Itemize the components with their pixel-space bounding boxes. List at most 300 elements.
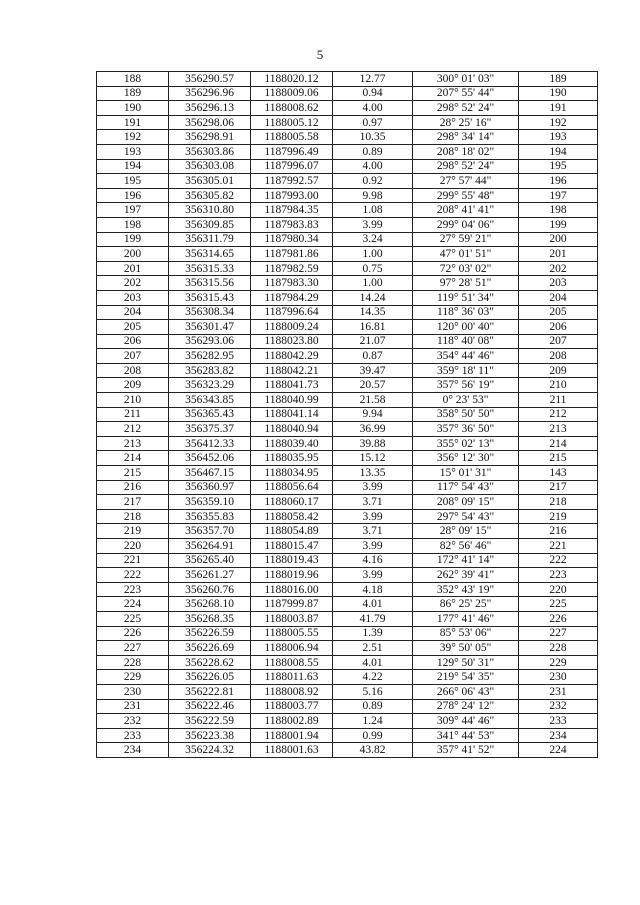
- distance-cell: 14.35: [333, 305, 413, 320]
- point-cell: 196: [97, 188, 169, 203]
- distance-cell: 39.47: [333, 363, 413, 378]
- easting-cell: 356357.70: [169, 524, 251, 539]
- distance-cell: 3.24: [333, 232, 413, 247]
- easting-cell: 356375.37: [169, 422, 251, 437]
- easting-cell: 356226.59: [169, 626, 251, 641]
- point-cell: 215: [97, 466, 169, 481]
- northing-cell: 1187993.00: [251, 188, 333, 203]
- bearing-cell: 354° 44' 46": [413, 349, 519, 364]
- bearing-cell: 219° 54' 35": [413, 670, 519, 685]
- bearing-cell: 300° 01' 03": [413, 72, 519, 87]
- next-point-cell: 198: [519, 203, 598, 218]
- distance-cell: 3.99: [333, 217, 413, 232]
- distance-cell: 9.98: [333, 188, 413, 203]
- table-row: [97, 188, 598, 203]
- table-row: [97, 349, 598, 364]
- distance-cell: 16.81: [333, 320, 413, 335]
- point-cell: 220: [97, 539, 169, 554]
- bearing-cell: 15° 01' 31": [413, 466, 519, 481]
- easting-cell: 356315.56: [169, 276, 251, 291]
- distance-cell: 0.94: [333, 86, 413, 101]
- table-row: [97, 495, 598, 510]
- point-cell: 217: [97, 495, 169, 510]
- point-cell: 207: [97, 349, 169, 364]
- distance-cell: 4.01: [333, 655, 413, 670]
- northing-cell: 1187983.83: [251, 217, 333, 232]
- distance-cell: 1.00: [333, 247, 413, 262]
- bearing-cell: 27° 59' 21": [413, 232, 519, 247]
- table-row: [97, 699, 598, 714]
- next-point-cell: 190: [519, 86, 598, 101]
- bearing-cell: 309° 44' 46": [413, 714, 519, 729]
- next-point-cell: 195: [519, 159, 598, 174]
- easting-cell: 356224.32: [169, 743, 251, 758]
- easting-cell: 356315.43: [169, 290, 251, 305]
- easting-cell: 356282.95: [169, 349, 251, 364]
- point-cell: 222: [97, 568, 169, 583]
- easting-cell: 356265.40: [169, 553, 251, 568]
- next-point-cell: 225: [519, 597, 598, 612]
- easting-cell: 356290.57: [169, 72, 251, 87]
- easting-cell: 356298.06: [169, 115, 251, 130]
- northing-cell: 1187996.64: [251, 305, 333, 320]
- table-row: [97, 261, 598, 276]
- point-cell: 223: [97, 582, 169, 597]
- distance-cell: 0.92: [333, 174, 413, 189]
- easting-cell: 356355.83: [169, 509, 251, 524]
- point-cell: 188: [97, 72, 169, 87]
- next-point-cell: 192: [519, 115, 598, 130]
- easting-cell: 356226.05: [169, 670, 251, 685]
- table-row: [97, 641, 598, 656]
- next-point-cell: 227: [519, 626, 598, 641]
- point-cell: 213: [97, 436, 169, 451]
- next-point-cell: 210: [519, 378, 598, 393]
- distance-cell: 12.77: [333, 72, 413, 87]
- distance-cell: 4.22: [333, 670, 413, 685]
- northing-cell: 1188042.29: [251, 349, 333, 364]
- point-cell: 234: [97, 743, 169, 758]
- northing-cell: 1187984.29: [251, 290, 333, 305]
- bearing-cell: 129° 50' 31": [413, 655, 519, 670]
- next-point-cell: 220: [519, 582, 598, 597]
- bearing-cell: 27° 57' 44": [413, 174, 519, 189]
- point-cell: 219: [97, 524, 169, 539]
- point-cell: 228: [97, 655, 169, 670]
- easting-cell: 356310.80: [169, 203, 251, 218]
- northing-cell: 1188003.77: [251, 699, 333, 714]
- table-row: [97, 553, 598, 568]
- easting-cell: 356308.34: [169, 305, 251, 320]
- easting-cell: 356226.69: [169, 641, 251, 656]
- next-point-cell: 203: [519, 276, 598, 291]
- next-point-cell: 207: [519, 334, 598, 349]
- table-row: [97, 728, 598, 743]
- next-point-cell: 230: [519, 670, 598, 685]
- table-row: [97, 626, 598, 641]
- distance-cell: 4.00: [333, 101, 413, 116]
- distance-cell: 0.97: [333, 115, 413, 130]
- northing-cell: 1188006.94: [251, 641, 333, 656]
- point-cell: 218: [97, 509, 169, 524]
- bearing-cell: 47° 01' 51": [413, 247, 519, 262]
- next-point-cell: 209: [519, 363, 598, 378]
- easting-cell: 356323.29: [169, 378, 251, 393]
- northing-cell: 1188008.92: [251, 684, 333, 699]
- northing-cell: 1188034.95: [251, 466, 333, 481]
- easting-cell: 356303.86: [169, 144, 251, 159]
- point-cell: 198: [97, 217, 169, 232]
- bearing-cell: 359° 18' 11": [413, 363, 519, 378]
- northing-cell: 1188015.47: [251, 539, 333, 554]
- table-row: [97, 611, 598, 626]
- bearing-cell: 119° 51' 34": [413, 290, 519, 305]
- next-point-cell: 204: [519, 290, 598, 305]
- table-row: [97, 144, 598, 159]
- northing-cell: 1188001.63: [251, 743, 333, 758]
- distance-cell: 4.18: [333, 582, 413, 597]
- easting-cell: 356365.43: [169, 407, 251, 422]
- northing-cell: 1188016.00: [251, 582, 333, 597]
- next-point-cell: 226: [519, 611, 598, 626]
- easting-cell: 356452.06: [169, 451, 251, 466]
- table-row: [97, 670, 598, 685]
- distance-cell: 3.71: [333, 524, 413, 539]
- distance-cell: 20.57: [333, 378, 413, 393]
- bearing-cell: 85° 53' 06": [413, 626, 519, 641]
- northing-cell: 1187982.59: [251, 261, 333, 276]
- bearing-cell: 297° 54' 43": [413, 509, 519, 524]
- northing-cell: 1188019.43: [251, 553, 333, 568]
- bearing-cell: 97° 28' 51": [413, 276, 519, 291]
- point-cell: 229: [97, 670, 169, 685]
- point-cell: 206: [97, 334, 169, 349]
- point-cell: 194: [97, 159, 169, 174]
- bearing-cell: 278° 24' 12": [413, 699, 519, 714]
- point-cell: 233: [97, 728, 169, 743]
- bearing-cell: 357° 41' 52": [413, 743, 519, 758]
- northing-cell: 1188041.14: [251, 407, 333, 422]
- point-cell: 210: [97, 393, 169, 408]
- point-cell: 221: [97, 553, 169, 568]
- distance-cell: 21.07: [333, 334, 413, 349]
- point-cell: 208: [97, 363, 169, 378]
- bearing-cell: 356° 12' 30": [413, 451, 519, 466]
- point-cell: 191: [97, 115, 169, 130]
- table-row: [97, 422, 598, 437]
- bearing-cell: 39° 50' 05": [413, 641, 519, 656]
- next-point-cell: 215: [519, 451, 598, 466]
- easting-cell: 356309.85: [169, 217, 251, 232]
- table-row: [97, 684, 598, 699]
- table-row: [97, 539, 598, 554]
- bearing-cell: 298° 34' 14": [413, 130, 519, 145]
- bearing-cell: 299° 55' 48": [413, 188, 519, 203]
- bearing-cell: 357° 36' 50": [413, 422, 519, 437]
- easting-cell: 356301.47: [169, 320, 251, 335]
- distance-cell: 4.00: [333, 159, 413, 174]
- easting-cell: 356222.59: [169, 714, 251, 729]
- next-point-cell: 224: [519, 743, 598, 758]
- bearing-cell: 28° 25' 16": [413, 115, 519, 130]
- next-point-cell: 229: [519, 655, 598, 670]
- table-row: [97, 72, 598, 87]
- next-point-cell: 223: [519, 568, 598, 583]
- northing-cell: 1188008.55: [251, 655, 333, 670]
- point-cell: 202: [97, 276, 169, 291]
- table-body: [97, 72, 598, 758]
- next-point-cell: 218: [519, 495, 598, 510]
- northing-cell: 1187980.34: [251, 232, 333, 247]
- distance-cell: 41.79: [333, 611, 413, 626]
- northing-cell: 1188056.64: [251, 480, 333, 495]
- northing-cell: 1188019.96: [251, 568, 333, 583]
- next-point-cell: 208: [519, 349, 598, 364]
- easting-cell: 356311.79: [169, 232, 251, 247]
- easting-cell: 356268.10: [169, 597, 251, 612]
- northing-cell: 1188039.40: [251, 436, 333, 451]
- next-point-cell: 202: [519, 261, 598, 276]
- distance-cell: 0.99: [333, 728, 413, 743]
- distance-cell: 43.82: [333, 743, 413, 758]
- distance-cell: 3.99: [333, 568, 413, 583]
- table-row: [97, 568, 598, 583]
- next-point-cell: 222: [519, 553, 598, 568]
- distance-cell: 9.94: [333, 407, 413, 422]
- northing-cell: 1187981.86: [251, 247, 333, 262]
- distance-cell: 5.16: [333, 684, 413, 699]
- next-point-cell: 221: [519, 539, 598, 554]
- next-point-cell: 216: [519, 524, 598, 539]
- distance-cell: 14.24: [333, 290, 413, 305]
- bearing-cell: 208° 41' 41": [413, 203, 519, 218]
- distance-cell: 0.87: [333, 349, 413, 364]
- distance-cell: 2.51: [333, 641, 413, 656]
- table-row: [97, 509, 598, 524]
- table-row: [97, 597, 598, 612]
- northing-cell: 1188008.62: [251, 101, 333, 116]
- easting-cell: 356223.38: [169, 728, 251, 743]
- bearing-cell: 208° 18' 02": [413, 144, 519, 159]
- table-row: [97, 115, 598, 130]
- point-cell: 231: [97, 699, 169, 714]
- point-cell: 205: [97, 320, 169, 335]
- northing-cell: 1187996.07: [251, 159, 333, 174]
- northing-cell: 1188035.95: [251, 451, 333, 466]
- distance-cell: 0.75: [333, 261, 413, 276]
- bearing-cell: 118° 36' 03": [413, 305, 519, 320]
- bearing-cell: 118° 40' 08": [413, 334, 519, 349]
- easting-cell: 356360.97: [169, 480, 251, 495]
- next-point-cell: 228: [519, 641, 598, 656]
- table-row: [97, 290, 598, 305]
- bearing-cell: 177° 41' 46": [413, 611, 519, 626]
- table-row: [97, 451, 598, 466]
- next-point-cell: 219: [519, 509, 598, 524]
- table-row: [97, 743, 598, 758]
- distance-cell: 3.99: [333, 509, 413, 524]
- easting-cell: 356222.81: [169, 684, 251, 699]
- next-point-cell: 193: [519, 130, 598, 145]
- northing-cell: 1188011.63: [251, 670, 333, 685]
- bearing-cell: 117° 54' 43": [413, 480, 519, 495]
- next-point-cell: 143: [519, 466, 598, 481]
- point-cell: 209: [97, 378, 169, 393]
- distance-cell: 1.39: [333, 626, 413, 641]
- northing-cell: 1187984.35: [251, 203, 333, 218]
- page-number: 5: [316, 47, 324, 62]
- point-cell: 199: [97, 232, 169, 247]
- table-row: [97, 305, 598, 320]
- table-row: [97, 363, 598, 378]
- easting-cell: 356268.35: [169, 611, 251, 626]
- easting-cell: 356298.91: [169, 130, 251, 145]
- bearing-cell: 358° 50' 50": [413, 407, 519, 422]
- next-point-cell: 196: [519, 174, 598, 189]
- point-cell: 216: [97, 480, 169, 495]
- next-point-cell: 211: [519, 393, 598, 408]
- table-row: [97, 130, 598, 145]
- next-point-cell: 197: [519, 188, 598, 203]
- bearing-cell: 0° 23' 53": [413, 393, 519, 408]
- point-cell: 230: [97, 684, 169, 699]
- distance-cell: 4.01: [333, 597, 413, 612]
- next-point-cell: 217: [519, 480, 598, 495]
- point-cell: 193: [97, 144, 169, 159]
- next-point-cell: 231: [519, 684, 598, 699]
- point-cell: 190: [97, 101, 169, 116]
- table-row: [97, 276, 598, 291]
- easting-cell: 356283.82: [169, 363, 251, 378]
- northing-cell: 1188001.94: [251, 728, 333, 743]
- point-cell: 197: [97, 203, 169, 218]
- northing-cell: 1188009.06: [251, 86, 333, 101]
- table-row: [97, 480, 598, 495]
- northing-cell: 1187999.87: [251, 597, 333, 612]
- distance-cell: 3.99: [333, 539, 413, 554]
- northing-cell: 1188003.87: [251, 611, 333, 626]
- distance-cell: 21.58: [333, 393, 413, 408]
- easting-cell: 356303.08: [169, 159, 251, 174]
- point-cell: 200: [97, 247, 169, 262]
- northing-cell: 1188054.89: [251, 524, 333, 539]
- northing-cell: 1187996.49: [251, 144, 333, 159]
- bearing-cell: 72° 03' 02": [413, 261, 519, 276]
- distance-cell: 36.99: [333, 422, 413, 437]
- northing-cell: 1188020.12: [251, 72, 333, 87]
- bearing-cell: 352° 43' 19": [413, 582, 519, 597]
- northing-cell: 1188005.55: [251, 626, 333, 641]
- point-cell: 224: [97, 597, 169, 612]
- next-point-cell: 233: [519, 714, 598, 729]
- table-row: [97, 714, 598, 729]
- northing-cell: 1188009.24: [251, 320, 333, 335]
- northing-cell: 1188058.42: [251, 509, 333, 524]
- table-row: [97, 524, 598, 539]
- bearing-cell: 266° 06' 43": [413, 684, 519, 699]
- bearing-cell: 120° 00' 40": [413, 320, 519, 335]
- distance-cell: 4.16: [333, 553, 413, 568]
- table-row: [97, 217, 598, 232]
- next-point-cell: 191: [519, 101, 598, 116]
- easting-cell: 356228.62: [169, 655, 251, 670]
- next-point-cell: 200: [519, 232, 598, 247]
- distance-cell: 3.99: [333, 480, 413, 495]
- bearing-cell: 262° 39' 41": [413, 568, 519, 583]
- table-row: [97, 436, 598, 451]
- table-row: [97, 159, 598, 174]
- distance-cell: 13.35: [333, 466, 413, 481]
- easting-cell: 356315.33: [169, 261, 251, 276]
- easting-cell: 356296.13: [169, 101, 251, 116]
- table-row: [97, 378, 598, 393]
- point-cell: 204: [97, 305, 169, 320]
- distance-cell: 1.24: [333, 714, 413, 729]
- point-cell: 203: [97, 290, 169, 305]
- table-row: [97, 466, 598, 481]
- distance-cell: 0.89: [333, 144, 413, 159]
- northing-cell: 1188040.99: [251, 393, 333, 408]
- distance-cell: 10.35: [333, 130, 413, 145]
- distance-cell: 1.00: [333, 276, 413, 291]
- bearing-cell: 298° 52' 24": [413, 159, 519, 174]
- next-point-cell: 232: [519, 699, 598, 714]
- bearing-cell: 299° 04' 06": [413, 217, 519, 232]
- northing-cell: 1188042.21: [251, 363, 333, 378]
- next-point-cell: 205: [519, 305, 598, 320]
- point-cell: 227: [97, 641, 169, 656]
- northing-cell: 1188023.80: [251, 334, 333, 349]
- table-row: [97, 582, 598, 597]
- northing-cell: 1188060.17: [251, 495, 333, 510]
- next-point-cell: 201: [519, 247, 598, 262]
- distance-cell: 15.12: [333, 451, 413, 466]
- table-row: [97, 247, 598, 262]
- next-point-cell: 199: [519, 217, 598, 232]
- point-cell: 189: [97, 86, 169, 101]
- bearing-cell: 355° 02' 13": [413, 436, 519, 451]
- table-row: [97, 407, 598, 422]
- bearing-cell: 28° 09' 15": [413, 524, 519, 539]
- bearing-cell: 357° 56' 19": [413, 378, 519, 393]
- table-row: [97, 320, 598, 335]
- point-cell: 226: [97, 626, 169, 641]
- bearing-cell: 208° 09' 15": [413, 495, 519, 510]
- table-row: [97, 203, 598, 218]
- next-point-cell: 194: [519, 144, 598, 159]
- easting-cell: 356343.85: [169, 393, 251, 408]
- northing-cell: 1188005.12: [251, 115, 333, 130]
- point-cell: 212: [97, 422, 169, 437]
- next-point-cell: 234: [519, 728, 598, 743]
- next-point-cell: 212: [519, 407, 598, 422]
- distance-cell: 0.89: [333, 699, 413, 714]
- distance-cell: 39.88: [333, 436, 413, 451]
- easting-cell: 356264.91: [169, 539, 251, 554]
- table-row: [97, 86, 598, 101]
- easting-cell: 356293.06: [169, 334, 251, 349]
- easting-cell: 356260.76: [169, 582, 251, 597]
- table-row: [97, 174, 598, 189]
- easting-cell: 356359.10: [169, 495, 251, 510]
- easting-cell: 356261.27: [169, 568, 251, 583]
- bearing-cell: 207° 55' 44": [413, 86, 519, 101]
- point-cell: 195: [97, 174, 169, 189]
- northing-cell: 1188002.89: [251, 714, 333, 729]
- point-cell: 232: [97, 714, 169, 729]
- easting-cell: 356305.82: [169, 188, 251, 203]
- northing-cell: 1187992.57: [251, 174, 333, 189]
